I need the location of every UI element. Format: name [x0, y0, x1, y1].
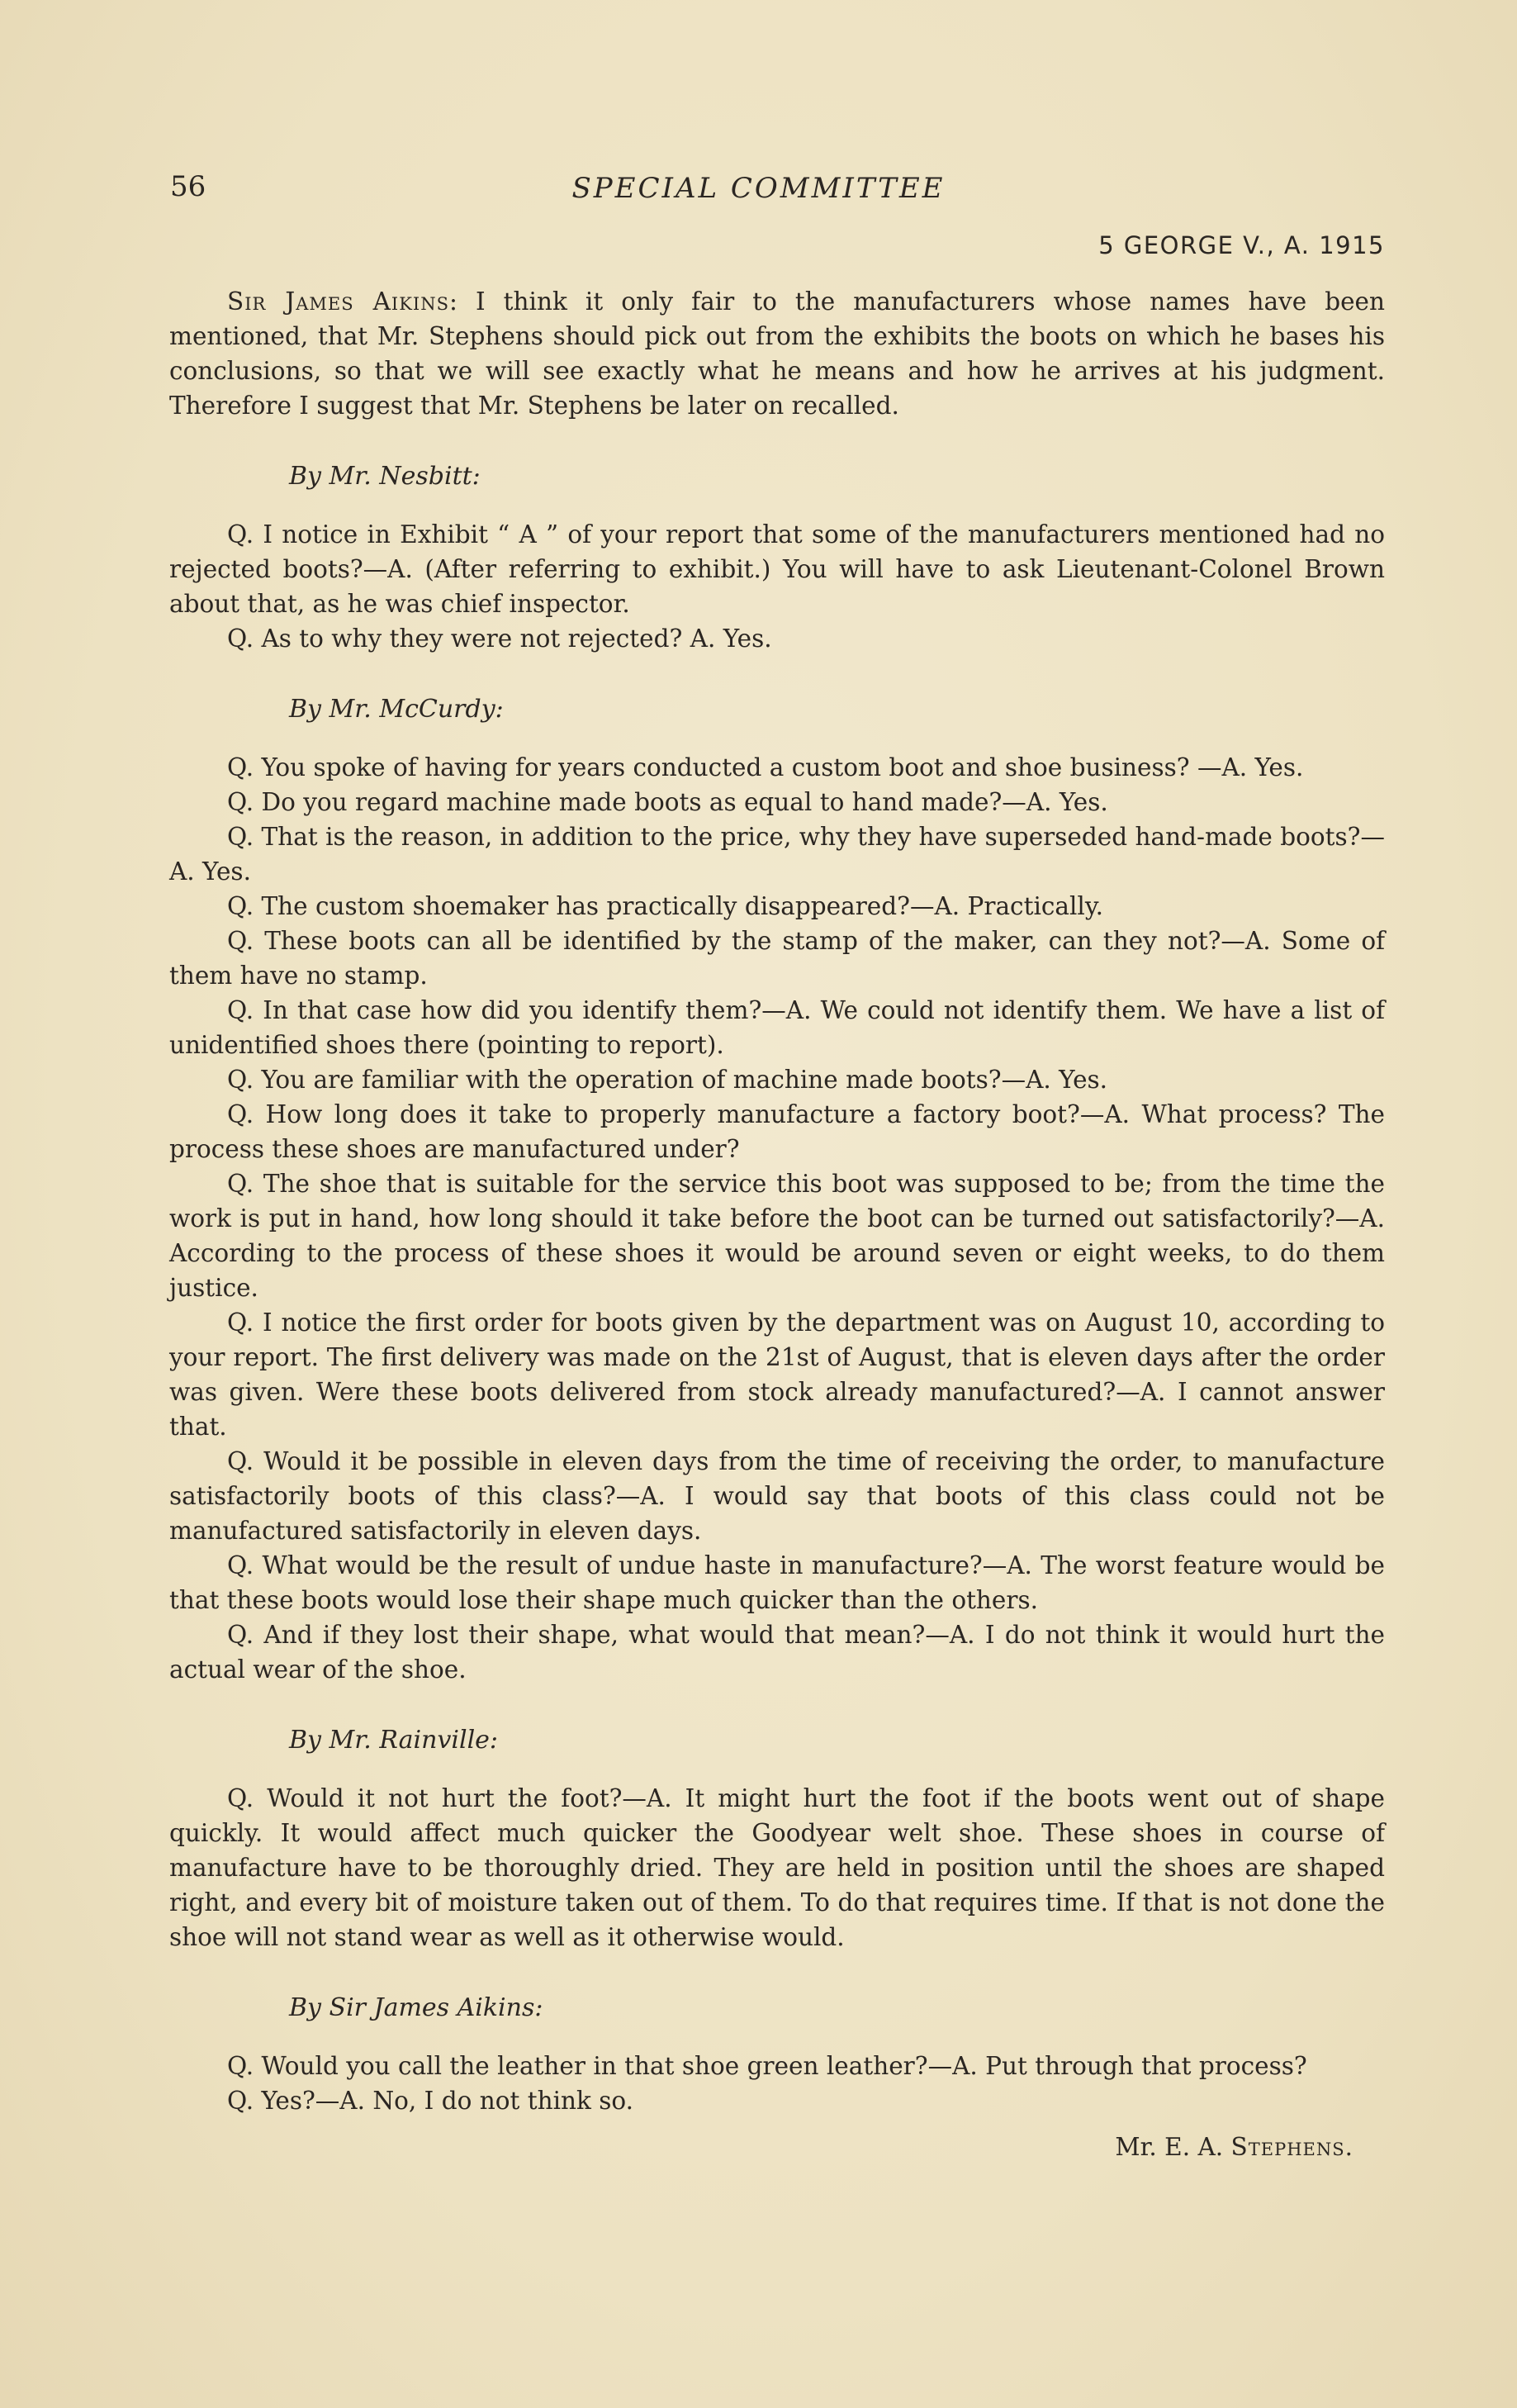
examiner-heading: By Mr. Rainville:: [289, 1726, 499, 1755]
question-answer: Q. As to why they were not rejected? A. Yes.: [227, 625, 772, 653]
examination-section: [169, 692, 1385, 1687]
question-answer: Q. The shoe that is suitable for the service this boot was supposed to be; from the time the work is put in hand, how long should it take before the boot can be turned out satisfactorily?—A. According to the process of these shoes it would be around seven or eight weeks, to do them justice.: [169, 1170, 1385, 1302]
question-answer: Q. How long does it take to properly manufacture a factory boot?—A. What process? The process these shoes are manufactured under?: [169, 1100, 1385, 1163]
question-answer: Q. Would it not hurt the foot?—A. It might hurt the foot if the boots went out of shape quickly. It would affect much quicker the Goodyear welt shoe. These shoes in course of manufacture have to be thoroughly dried. They are held in position until the shoes are shaped right, and every bit of moisture taken out of them. To do that requires time. If that is not done the shoe will not stand wear as well as it otherwise would.: [169, 1784, 1385, 1951]
page-number: 56: [170, 170, 206, 203]
witness-signature: [169, 2130, 1385, 2164]
signature-name: Stephens.: [1230, 2133, 1353, 2161]
speaker-name: Sir James Aikins: [227, 287, 449, 316]
examination-section: [169, 1991, 1385, 2118]
question-answer: Q. Do you regard machine made boots as equal to hand made?—A. Yes.: [227, 788, 1108, 816]
document-body: [169, 284, 1385, 2164]
question-answer: Q. Would you call the leather in that shoe green leather?—A. Put through that process?: [227, 2052, 1307, 2080]
signature-prefix: Mr. E. A.: [1115, 2133, 1231, 2161]
question-answer: Q. That is the reason, in addition to the price, why they have superseded hand-made boots?—A. Yes.: [169, 823, 1385, 886]
question-answer: Q. Would it be possible in eleven days from the time of receiving the order, to manufacture satisfactorily boots of this class?—A. I would say that boots of this class could not be manufactured satisfactorily in eleven days.: [169, 1447, 1385, 1545]
examination-section: [169, 1723, 1385, 1954]
question-answer: Q. In that case how did you identify them?—A. We could not identify them. We have a list of unidentified shoes there (pointing to report).: [169, 996, 1385, 1059]
question-answer: Q. And if they lost their shape, what would that mean?—A. I do not think it would hurt the actual wear of the shoe.: [169, 1621, 1385, 1684]
examiner-heading: By Mr. Nesbitt:: [289, 462, 481, 491]
question-answer: Q. These boots can all be identified by the stamp of the maker, can they not?—A. Some of them have no stamp.: [169, 927, 1385, 990]
examiner-heading: By Mr. McCurdy:: [289, 695, 504, 724]
question-answer: Q. You spoke of having for years conducted a custom boot and shoe business? —A. Yes.: [227, 753, 1304, 781]
question-answer: Q. You are familiar with the operation of machine made boots?—A. Yes.: [227, 1066, 1108, 1094]
question-answer: Q. The custom shoemaker has practically disappeared?—A. Practically.: [227, 892, 1103, 920]
question-answer: Q. What would be the result of undue haste in manufacture?—A. The worst feature would be that these boots would lose their shape much quicker than the others.: [169, 1551, 1385, 1614]
examiner-heading: By Sir James Aikins:: [289, 1993, 543, 2022]
opening-text: : I think it only fair to the manufacturers whose names have been mentioned, that Mr. Stephens should pick out from the exhibits the boots on which he bases his conclusions, so that we will see exactly what he means and how he arrives at his judgment. Therefore I suggest that Mr. Stephens be later on recalled.: [169, 287, 1386, 420]
question-answer: Q. I notice in Exhibit “ A ” of your report that some of the manufacturers mentioned had no rejected boots?—A. (After referring to exhibit.) You will have to ask Lieutenant-Colonel Brown about that, as he was chief inspector.: [169, 520, 1385, 618]
running-title: SPECIAL COMMITTEE: [571, 172, 946, 205]
session-reference: 5 GEORGE V., A. 1915: [1098, 231, 1385, 259]
question-answer: Q. Yes?—A. No, I do not think so.: [227, 2087, 634, 2115]
examination-section: [169, 459, 1385, 656]
opening-statement: [169, 284, 1385, 423]
question-answer: Q. I notice the first order for boots given by the department was on August 10, according to your report. The first delivery was made on the 21st of August, that is eleven days after the order was given. Were these boots delivered from stock already manufactured?—A. I cannot answer that.: [169, 1308, 1385, 1441]
